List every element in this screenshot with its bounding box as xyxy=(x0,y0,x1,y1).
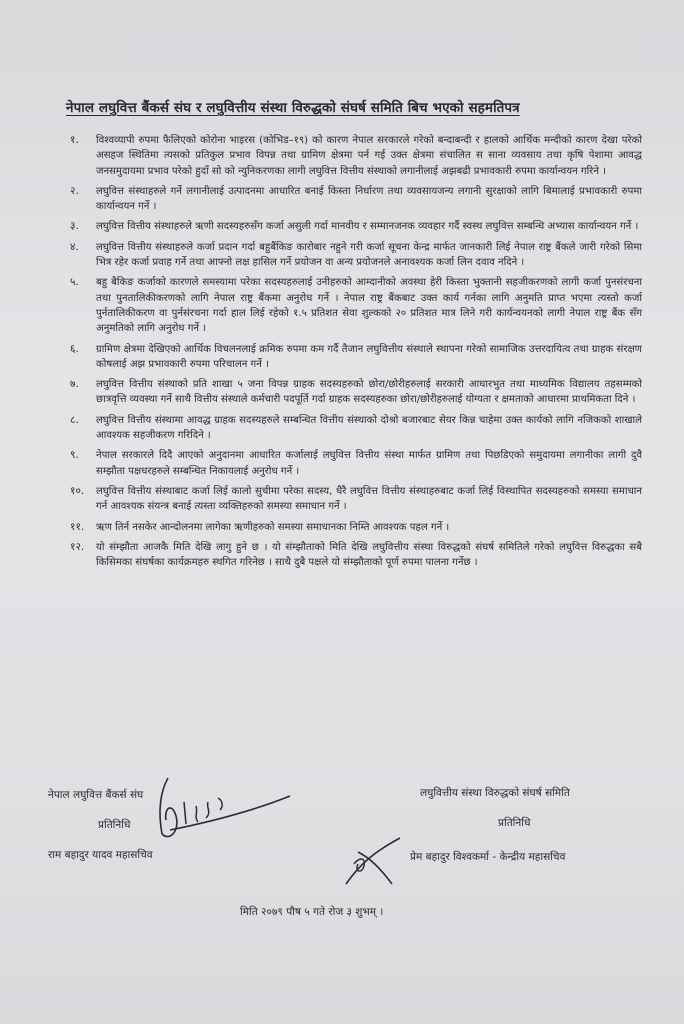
signatory-organization: लघुवित्तीय संस्था विरुद्धको संघर्ष समिति xyxy=(420,787,570,799)
item-text: यो संम्झौता आजकै मिति देखि लागु हुने छ । यो संम्झौताको मिति देखि लघुवित्तीय संस्था विरुद्धको संघर्ष समितिले गरेको लघुवित्त विरुद्धका सबै किसिमका संघर्षका कार्यक्रमहरु स्थगित गरिनेछ । साथै दुबै पक्षले यो संम्झौताको पूर्ण रुपमा पालना गर्नेछ । xyxy=(96,541,642,569)
item-text: लघुवित्त वित्तीय संस्थाहरुले कर्जा प्रदान गर्दा बहुबैंकिङ कारोबार नहुने गरी कर्जा सूचना केन्द्र मार्फत जानकारी लिई नेपाल राष्ट्र बैंकले जारी गरेको सिमा भित्र रहेर कर्जा प्रवाह गर्ने तथा आफ्नो लक्ष हासिल गर्ने प्रयोजन वा अन्य प्रयोजनले अनावश्यक कर्जा लिन दवाव नदिने । xyxy=(96,241,642,269)
list-item xyxy=(70,520,642,535)
list-item xyxy=(70,377,642,408)
signatory-name: राम बहादुर यादव महासचिव xyxy=(48,849,153,861)
item-number: १. xyxy=(70,134,79,146)
item-text: लघुवित्त संस्थाहरुले गर्ने लगानीलाई उत्पादनमा आधारित बनाई किस्ता निर्धारण तथा व्यवसायजन्य लगानी सुरक्षाको लागि बिमालाई प्रभावकारी रुपमा कार्यान्वयन गर्ने । xyxy=(96,185,642,213)
item-text: लघुवित्त वित्तीय संस्थाको प्रति शाखा ५ जना विपन्न ग्राहक सदस्यहरुको छोरा/छोरीहरुलाई सरकारी आधारभुत तथा माध्यमिक विद्यालय तहसम्मको छात्रवृत्ति व्यवस्था गर्ने साथै वित्तीय संस्थाले कर्मचारी पदपूर्ति गर्दा ग्राहक सदस्यहरुका छोरा/छोरीहरुलाई योग्यता र क्षमताको आधारमा प्राथमिकता दिने । xyxy=(96,379,642,406)
handwritten-signature-right xyxy=(340,834,410,890)
item-number: ११. xyxy=(70,520,85,533)
list-item xyxy=(70,448,642,479)
list-item xyxy=(70,342,642,373)
item-text: लघुवित्त वित्तीय संस्थाबाट कर्जा लिई कालो सुचीमा परेका सदस्य, धैरै लघुवित्त वित्तीय संस्थाहरुबाट कर्जा लिई विस्थापित सदस्यहरुको समस्या समाधान गर्न आवश्यक संयन्त्र बनाई त्यस्ता व्यक्तिहरुको समस्या समाधान गर्ने । xyxy=(96,485,642,513)
list-item xyxy=(70,219,642,234)
item-number: १२. xyxy=(70,540,85,553)
item-text: लघुवित्त वित्तीय संस्थामा आवद्ध ग्राहक सदस्यहरुले सम्बन्धित वित्तीय संस्थाको दोश्रो बजारबाट सेयर किन्न चाहेमा उक्त कार्यको लागि नजिकको शाखाले आवश्यक सहजीकरण गरिदिने । xyxy=(96,414,642,442)
list-item xyxy=(70,540,642,571)
signatory-role: प्रतिनिधि xyxy=(98,819,131,831)
item-text: लघुवित्त वित्तीय संस्थाहरुले ऋणी सदस्यहरुसँग कर्जा असुली गर्दा मानवीय र सम्मानजनक व्यवहार गर्दै स्वस्थ लघुवित्त सम्बन्धि अभ्यास कार्यान्वयन गर्ने । xyxy=(96,221,639,233)
list-item xyxy=(70,484,642,515)
signatory-name: प्रेम बहादुर विश्वकर्मा - केन्द्रीय महासचिव xyxy=(410,851,566,863)
agreement-date: मिति २०७९ पौष ५ गते रोज ३ शुभम् । xyxy=(240,906,384,918)
item-text: ऋण तिर्न नसकेर आन्दोलनमा लागेका ऋणीहरुको समस्या समाधानका निम्ति आवश्यक पहल गर्ने । xyxy=(96,521,450,533)
item-number: १०. xyxy=(70,484,85,497)
list-item xyxy=(70,184,642,215)
item-text: बहु बैकिङ कर्जाको कारणले समस्यामा परेका सदस्यहरुलाई उनीहरुको आम्दानीको अवस्था हेरी किस्ता भुक्तानी सहजीकरणको लागी कर्जा पुनसंरचना तथा पुनतालिकीकरणको लागि नेपाल राष्ट्र बैंकमा अनुरोध गर्ने । नेपाल राष्ट्र बैंकबाट उक्त कार्य गर्नका लागि अनुमति प्राप्त भएमा त्यस्तो कर्जा पुर्नतालिकीकरण वा पुर्नसंरचना गर्दा हाल लिई रहेको १.५ प्रतिशत सेवा शुल्कको २० प्रतिशत मात्र लिने गरी कार्यन्वयनको लागी नेपाल राष्ट्र बैंक सँग अनुमतिको लागि अनुरोध गर्ने । xyxy=(96,277,642,335)
item-text: विश्वव्यापी रुपमा फैलिएको कोरोना भाइरस (कोभिड–१९) को कारण नेपाल सरकारले गरेको बन्दाबन्दी र हालको आर्थिक मन्दीको कारण देखा परेको असहज स्थितिमा त्यसको प्रतिकुल प्रभाव विपन्न तथा ग्रामिण क्षेत्रमा पर्न गई उक्त क्षेत्रमा संचालित स साना व्यवसाय तथा कृषि पेशामा आवद्ध जनसमुदायमा प्रभाव परेको हुदाँ सो को न्युनिकरणका लागी लघुवित्त वित्तीय संस्थाको लगानीलाई अझबढी प्रभावकारी रुपमा कार्यान्वयन गरिने । xyxy=(96,135,642,177)
item-number: ९. xyxy=(70,449,79,462)
item-text: ग्रामिण क्षेत्रमा देखिएको आर्थिक विचलनलाई क्रमिक रुपमा कम गर्दै तैजान लघुवित्तीय संस्थाले स्थापना गरेको सामाजिक उत्तरदायित्व तथा ग्राहक संरक्षण कोषलाई अझ प्रभावकारी रुपमा परिचालन गर्ने । xyxy=(96,343,642,370)
item-number: ५. xyxy=(70,276,79,289)
item-number: २. xyxy=(70,184,79,197)
list-item xyxy=(70,240,642,271)
item-number: ३. xyxy=(70,220,79,233)
item-number: ४. xyxy=(70,240,79,253)
signatory-role: प्रतिनिधि xyxy=(498,817,531,829)
signatory-organization: नेपाल लघुवित्त बैंकर्स संघ xyxy=(48,789,144,801)
list-item xyxy=(70,413,642,444)
item-number: ७. xyxy=(70,378,79,391)
agreement-items xyxy=(70,133,642,575)
signature-block-left xyxy=(48,788,298,862)
list-item xyxy=(70,275,642,336)
document-title: नेपाल लघुवित्त बैंकर्स संघ र लघुवित्तीय संस्था विरुद्धको संघर्ष समिति बिच भएको सहमतिपत्र xyxy=(66,100,520,116)
item-number: ८. xyxy=(70,413,79,426)
signature-block-right xyxy=(410,786,670,863)
item-number: ६. xyxy=(70,342,79,355)
item-text: नेपाल सरकारले दिदै आएको अनुदानमा आधारित कर्जालाई लघुवित्त वित्तीय संस्था मार्फत ग्रामिण तथा पिछडिएको समुदायमा लगानीका लागी दुवै सम्झौता पक्षधरहरुले सम्बन्धित निकायलाई अनुरोध गर्ने । xyxy=(96,450,642,477)
list-item xyxy=(70,133,642,179)
